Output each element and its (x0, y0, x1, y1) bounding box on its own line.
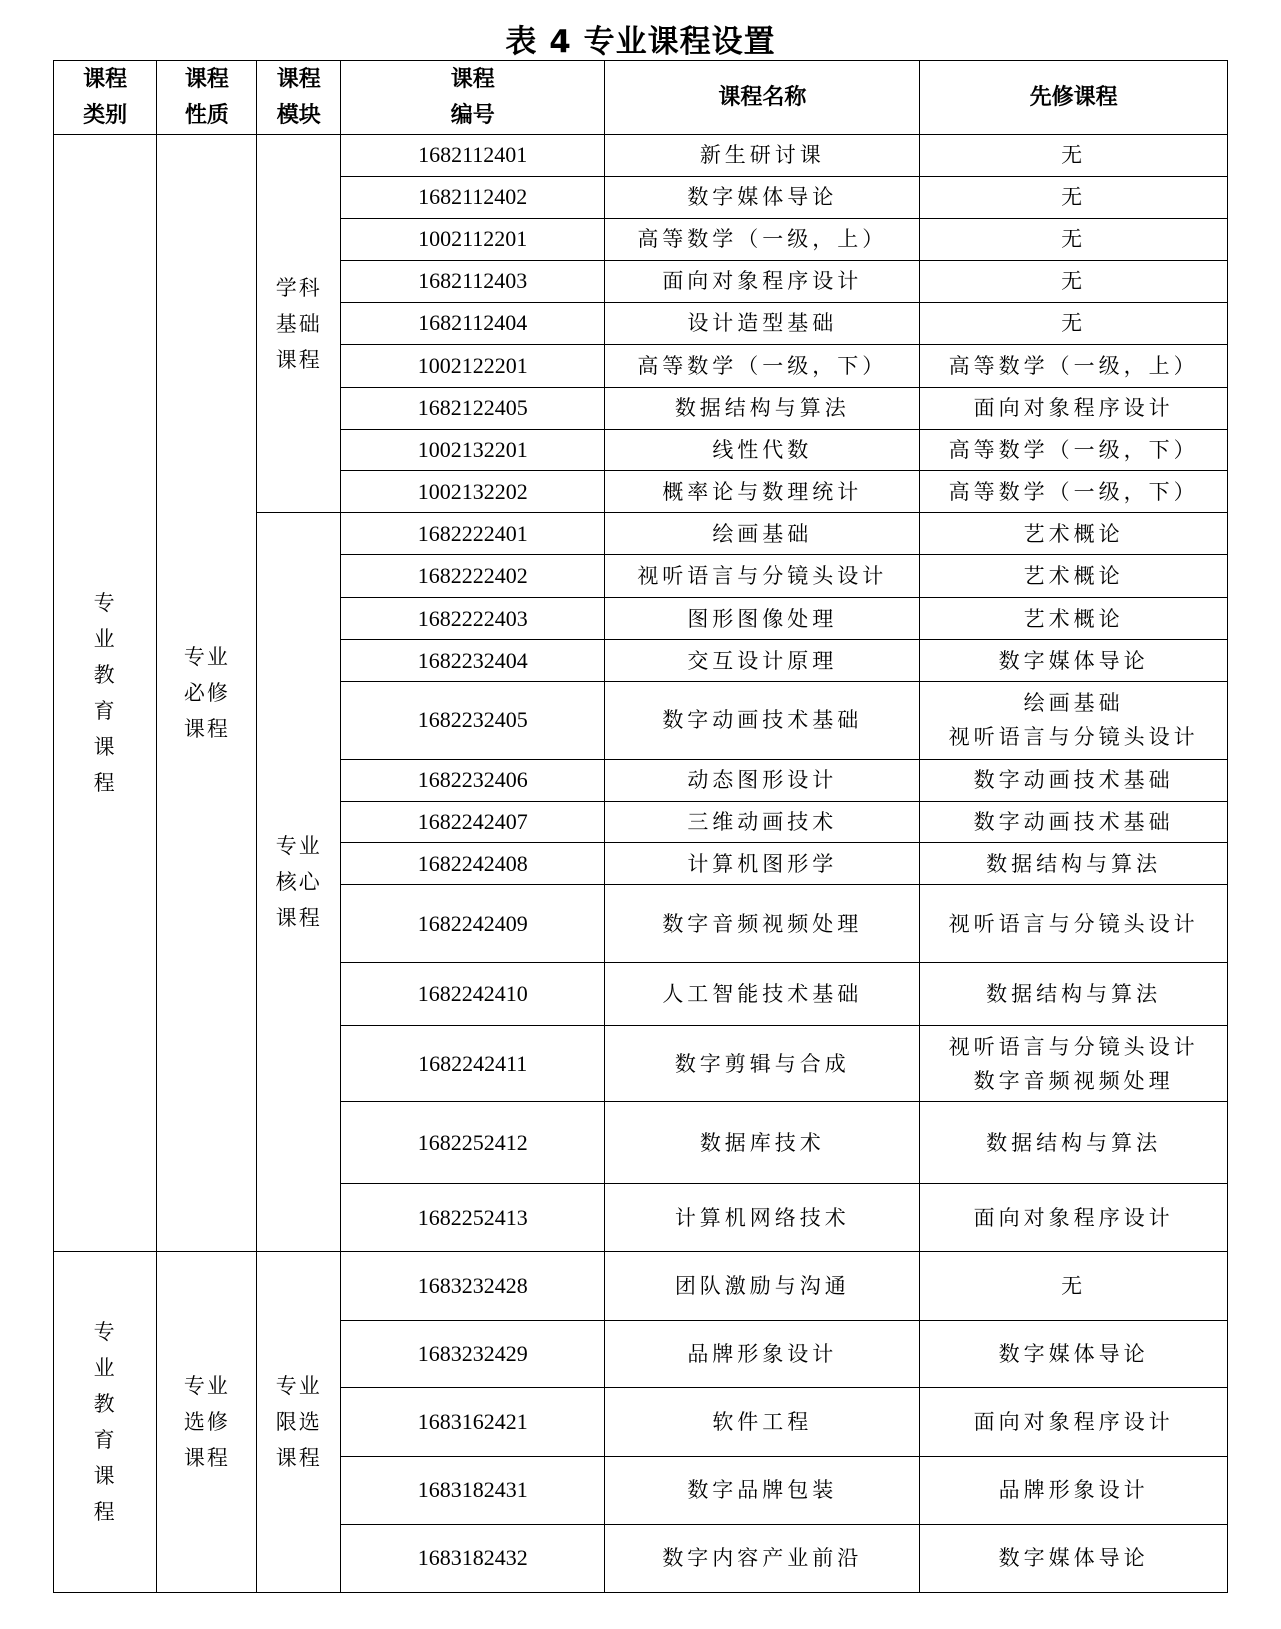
course-name: 新生研讨课 (605, 135, 920, 177)
prerequisite-line: 数据结构与算法 (986, 981, 1162, 1006)
course-code: 1682232405 (341, 682, 605, 760)
course-code: 1683162421 (341, 1388, 605, 1456)
prerequisite-line: 面向对象程序设计 (973, 1205, 1174, 1230)
prerequisite-line: 数字媒体导论 (998, 1546, 1149, 1571)
course-code: 1683182432 (341, 1524, 605, 1592)
prerequisite-line: 艺术概论 (1023, 606, 1124, 631)
prerequisite (920, 135, 1228, 177)
course-name: 计算机网络技术 (605, 1184, 920, 1252)
prerequisite-line: 视听语言与分镜头设计 (948, 725, 1199, 750)
prerequisite (920, 387, 1228, 429)
prerequisite (920, 1025, 1228, 1102)
course-name: 数据结构与算法 (605, 387, 920, 429)
course-code: 1002112201 (341, 218, 605, 260)
prerequisite (920, 1252, 1228, 1321)
prerequisite (920, 302, 1228, 344)
prerequisite-line: 高等数学（一级，下） (948, 437, 1199, 462)
course-table (53, 60, 1228, 1593)
prerequisite (920, 429, 1228, 471)
prerequisite-line: 无 (1061, 227, 1087, 252)
course-code: 1682112404 (341, 302, 605, 344)
course-name: 团队激励与沟通 (605, 1252, 920, 1321)
prerequisite-line: 面向对象程序设计 (973, 1410, 1174, 1435)
header-prereq: 先修课程 (920, 61, 1228, 135)
nature-professional-required: 专业 必修 课程 (157, 135, 257, 1252)
prerequisite (920, 962, 1228, 1025)
course-name: 高等数学（一级，下） (605, 344, 920, 387)
course-name: 数据库技术 (605, 1102, 920, 1184)
prerequisite (920, 260, 1228, 302)
course-code: 1682232406 (341, 759, 605, 801)
course-name: 面向对象程序设计 (605, 260, 920, 302)
prerequisite-line: 视听语言与分镜头设计 (948, 911, 1199, 936)
prerequisite (920, 598, 1228, 640)
course-code: 1002132202 (341, 471, 605, 513)
prerequisite-line: 视听语言与分镜头设计 (948, 1034, 1199, 1059)
course-name: 数字媒体导论 (605, 176, 920, 218)
course-name: 人工智能技术基础 (605, 962, 920, 1025)
course-name: 计算机图形学 (605, 843, 920, 885)
prerequisite (920, 1102, 1228, 1184)
header-name: 课程名称 (605, 61, 920, 135)
prerequisite (920, 1388, 1228, 1456)
course-name: 数字品牌包装 (605, 1456, 920, 1524)
prerequisite-line: 数字动画技术基础 (973, 810, 1174, 835)
course-name: 设计造型基础 (605, 302, 920, 344)
course-code: 1683232429 (341, 1321, 605, 1388)
header-nature: 课程 性质 (157, 61, 257, 135)
module-professional-core: 专业 核心 课程 (257, 513, 341, 1252)
prerequisite (920, 344, 1228, 387)
prerequisite-line: 数字音频视频处理 (973, 1068, 1174, 1093)
prerequisite-line: 数字媒体导论 (998, 1342, 1149, 1367)
prerequisite-line: 无 (1061, 269, 1087, 294)
course-code: 1002122201 (341, 344, 605, 387)
prerequisite (920, 640, 1228, 682)
prerequisite (920, 1524, 1228, 1592)
course-name: 品牌形象设计 (605, 1321, 920, 1388)
header-code: 课程 编号 (341, 61, 605, 135)
header-module: 课程 模块 (257, 61, 341, 135)
course-name: 数字动画技术基础 (605, 682, 920, 760)
prerequisite (920, 682, 1228, 760)
nature-professional-elective: 专业 选修 课程 (157, 1252, 257, 1593)
course-name: 数字剪辑与合成 (605, 1025, 920, 1102)
course-code: 1002132201 (341, 429, 605, 471)
prerequisite (920, 555, 1228, 598)
header-row (54, 61, 1228, 135)
course-name: 图形图像处理 (605, 598, 920, 640)
table-row (54, 135, 1228, 177)
prerequisite-line: 数据结构与算法 (986, 851, 1162, 876)
prerequisite-line: 高等数学（一级，上） (948, 353, 1199, 378)
table-row (54, 1252, 1228, 1321)
course-code: 1683232428 (341, 1252, 605, 1321)
prerequisite (920, 471, 1228, 513)
prerequisite (920, 885, 1228, 963)
course-name: 数字音频视频处理 (605, 885, 920, 963)
course-code: 1682242410 (341, 962, 605, 1025)
course-name: 三维动画技术 (605, 801, 920, 843)
prerequisite-line: 无 (1061, 143, 1087, 168)
prerequisite-line: 绘画基础 (1023, 691, 1124, 716)
course-code: 1682122405 (341, 387, 605, 429)
prerequisite-line: 数字媒体导论 (998, 648, 1149, 673)
course-name: 动态图形设计 (605, 759, 920, 801)
course-name: 概率论与数理统计 (605, 471, 920, 513)
course-name: 视听语言与分镜头设计 (605, 555, 920, 598)
prerequisite (920, 513, 1228, 555)
course-code: 1682112402 (341, 176, 605, 218)
course-name: 高等数学（一级，上） (605, 218, 920, 260)
prerequisite (920, 1184, 1228, 1252)
prerequisite-line: 品牌形象设计 (998, 1478, 1149, 1503)
prerequisite-line: 面向对象程序设计 (973, 396, 1174, 421)
course-code: 1682242409 (341, 885, 605, 963)
course-code: 1682252413 (341, 1184, 605, 1252)
prerequisite-line: 数据结构与算法 (986, 1130, 1162, 1155)
prerequisite (920, 843, 1228, 885)
course-name: 线性代数 (605, 429, 920, 471)
course-code: 1682222401 (341, 513, 605, 555)
module-discipline-foundation: 学科 基础 课程 (257, 135, 341, 513)
prerequisite-line: 无 (1061, 1274, 1087, 1299)
course-name: 交互设计原理 (605, 640, 920, 682)
course-name: 数字内容产业前沿 (605, 1524, 920, 1592)
prerequisite-line: 数字动画技术基础 (973, 768, 1174, 793)
prerequisite-line: 无 (1061, 311, 1087, 336)
course-name: 绘画基础 (605, 513, 920, 555)
course-name: 软件工程 (605, 1388, 920, 1456)
page-title: 表 4 专业课程设置 (505, 24, 776, 60)
course-code: 1682112401 (341, 135, 605, 177)
course-code: 1682242411 (341, 1025, 605, 1102)
course-code: 1682222403 (341, 598, 605, 640)
prerequisite (920, 1321, 1228, 1388)
course-code: 1682242408 (341, 843, 605, 885)
prerequisite-line: 艺术概论 (1023, 564, 1124, 589)
prerequisite-line: 无 (1061, 185, 1087, 210)
category-professional-education-2: 专 业 教 育 课 程 (54, 1252, 157, 1593)
course-code: 1682232404 (341, 640, 605, 682)
prerequisite-line: 艺术概论 (1023, 521, 1124, 546)
prerequisite-line: 高等数学（一级，下） (948, 479, 1199, 504)
category-professional-education: 专 业 教 育 课 程 (54, 135, 157, 1252)
module-professional-restricted: 专业 限选 课程 (257, 1252, 341, 1593)
course-code: 1683182431 (341, 1456, 605, 1524)
course-code: 1682242407 (341, 801, 605, 843)
course-code: 1682252412 (341, 1102, 605, 1184)
course-code: 1682222402 (341, 555, 605, 598)
course-code: 1682112403 (341, 260, 605, 302)
prerequisite (920, 218, 1228, 260)
header-category: 课程 类别 (54, 61, 157, 135)
prerequisite (920, 759, 1228, 801)
prerequisite (920, 1456, 1228, 1524)
prerequisite (920, 176, 1228, 218)
table-body (54, 135, 1228, 1593)
prerequisite (920, 801, 1228, 843)
